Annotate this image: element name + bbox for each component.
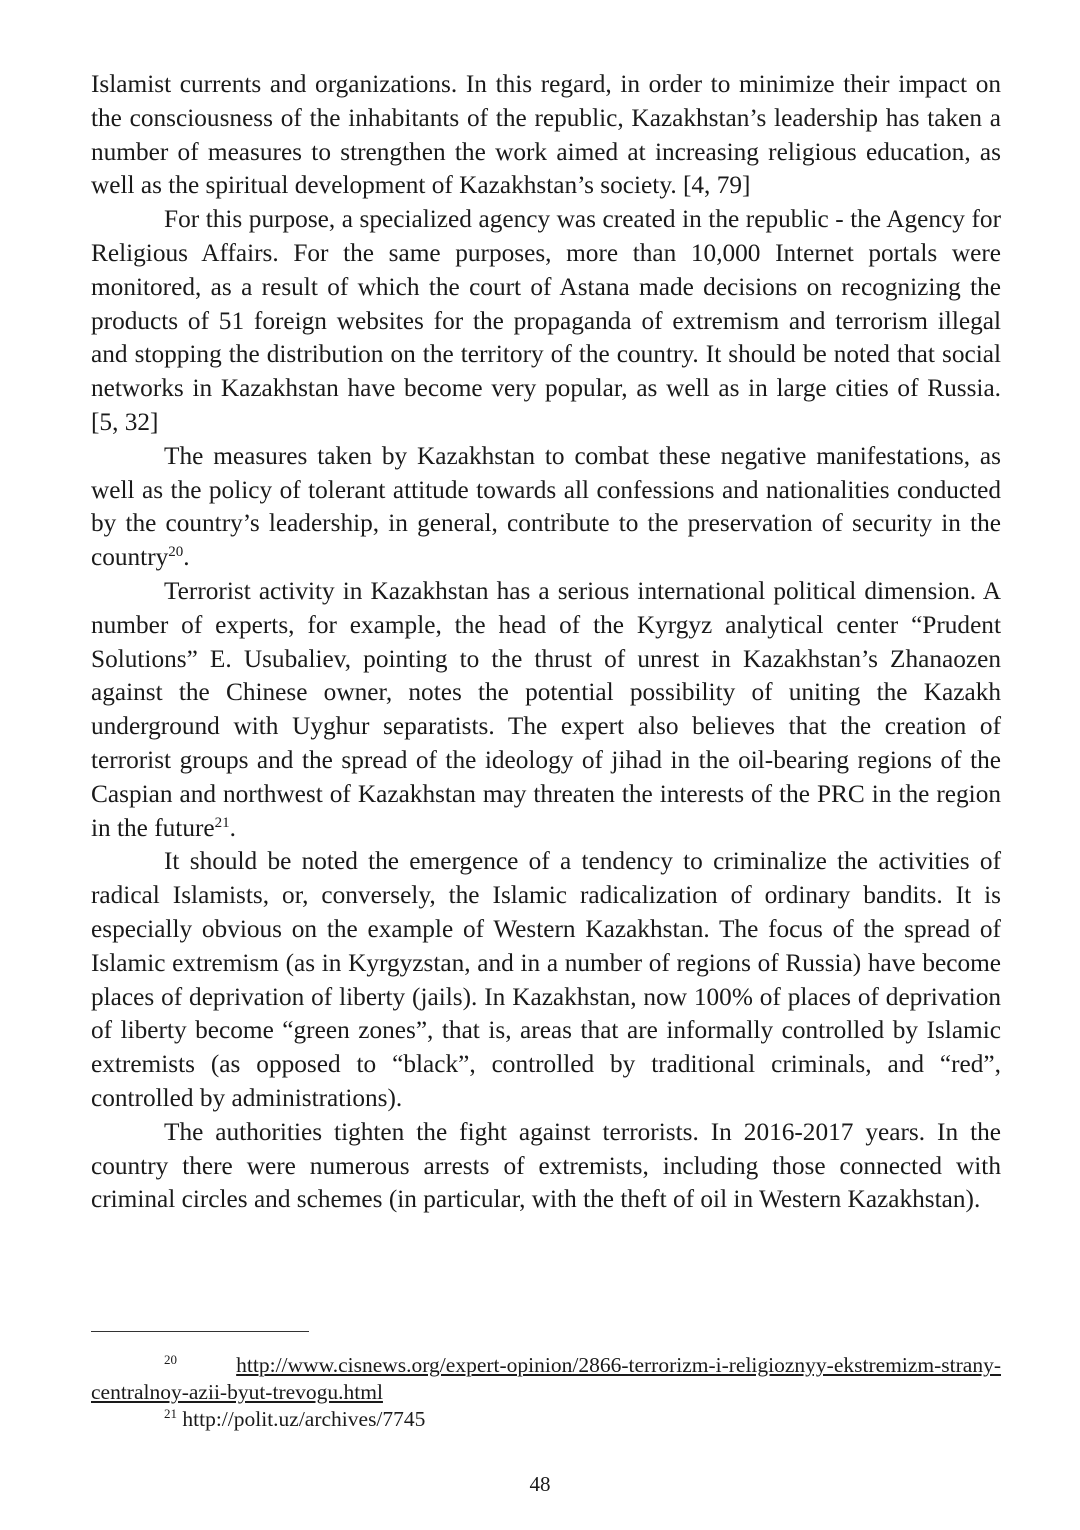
paragraph-text: It should be noted the emergence of a tendency to criminalize the activities of radical Islamists, or, conversely, the Islamic radicalization of ordinary bandits. It is especially obvious on the example of Western Kazakhstan. The focus of the spread of Islamic extremism (as in Kyrgyzstan, and in a number of regions of Russia) have become places of deprivation of liberty (jails). In Kazakhstan, now 100% of places of deprivation of liberty become “green zones”, that is, areas that are informally controlled by Islamic extremists (as opposed to “black”, controlled by traditional criminals, and “red”, controlled by administrations). (91, 847, 1001, 1112)
paragraph-text: The authorities tighten the fight against terrorists. In 2016-2017 years. In the country there were numerous arrests of extremists, including those connected with criminal circles and schemes (in particular, with the theft of oil in Western Kazakhstan). (91, 1117, 1001, 1214)
footnote-reference[interactable]: 20 (168, 544, 184, 561)
footnote-21 (91, 1406, 1001, 1433)
paragraph-5 (91, 845, 1001, 1115)
paragraph-6 (91, 1116, 1001, 1217)
paragraph-text: For this purpose, a specialized agency was created in the republic - the Agency for Religious Affairs. For the same purposes, more than 10,000 Internet portals were monitored, as a result of which the court of Astana made decisions on recognizing the products of 51 foreign websites for the propaganda of extremism and terrorism illegal and stopping the distribution on the territory of the country. It should be noted that social networks in Kazakhstan have become very popular, as well as in large cities of Russia. [5, 32] (91, 205, 1001, 436)
page-number: 48 (529, 1472, 551, 1496)
paragraph-end: . (229, 813, 236, 842)
footnote-link[interactable]: http://www.cisnews.org/expert-opinion/2866-terrorizm-i-religioznyy-ekstremizm-strany-centralnoy-azii-byut-trevogu.html (91, 1353, 1001, 1404)
footnote-20 (91, 1352, 1001, 1406)
paragraph-end: . (183, 543, 190, 572)
paragraph-text: The measures taken by Kazakhstan to combat these negative manifestations, as well as the policy of tolerant attitude towards all confessions and nationalities conducted by the country’s leadership, in general, contribute to the preservation of security in the country (91, 441, 1001, 572)
footnote-separator (91, 1331, 309, 1332)
footnote-url-text: http://polit.uz/archives/7745 (182, 1407, 426, 1431)
footnote-reference[interactable]: 21 (214, 814, 230, 831)
paragraph-1 (91, 68, 1001, 203)
paragraph-4 (91, 575, 1001, 845)
footnote-number: 20 (164, 1352, 177, 1367)
paragraph-3 (91, 440, 1001, 575)
footnotes (91, 1352, 1001, 1433)
paragraph-2 (91, 203, 1001, 440)
page-body (91, 68, 1001, 1217)
footnote-number: 21 (164, 1406, 177, 1421)
paragraph-text: Terrorist activity in Kazakhstan has a serious international political dimension. A number of experts, for example, the head of the Kyrgyz analytical center “Prudent Solutions” E. Usubaliev, pointing to the thrust of unrest in Kazakhstan’s Zhanaozen against the Chinese owner, notes the potential possibility of uniting the Kazakh underground with Uyghur separatists. The expert also believes that the creation of terrorist groups and the spread of the ideology of jihad in the oil-bearing regions of the Caspian and northwest of Kazakhstan may threaten the interests of the PRC in the region in the future (91, 576, 1001, 842)
paragraph-text: Islamist currents and organizations. In this regard, in order to minimize their impact on the consciousness of the inhabitants of the republic, Kazakhstan’s leadership has taken a number of measures to strengthen the work aimed at increasing religious education, as well as the spiritual development of Kazakhstan’s society. [4, 79] (91, 70, 1001, 200)
